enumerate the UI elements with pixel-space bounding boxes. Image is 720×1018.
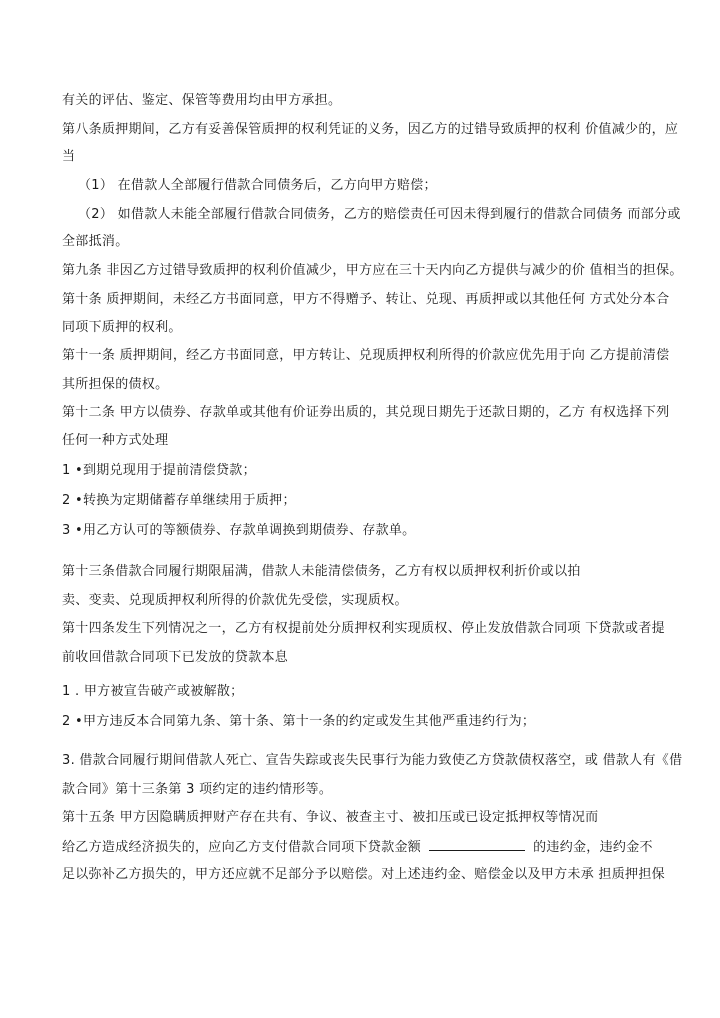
text-line: 卖、变卖、兑现质押权利所得的价款优先受偿，实现质权。: [62, 593, 408, 608]
text-segment: 给乙方造成经济损失的，应向乙方支付借款合同项下贷款金额: [62, 840, 422, 855]
text-line: 任何一种方式处理: [62, 433, 169, 448]
fill-in-blank: [429, 838, 525, 851]
list-item: 2 •转换为定期储蓄存单继续用于质押；: [62, 493, 296, 508]
list-item: 3 •用乙方认可的等额债券、存款单调换到期债券、存款单。: [62, 523, 416, 538]
text-line: 有关的评估、鉴定、保管等费用均由甲方承担。: [62, 93, 342, 108]
text-line: 全部抵消。: [62, 234, 129, 249]
text-line: 同项下质押的权利。: [62, 320, 182, 335]
list-item: 1 . 甲方被宣告破产或被解散；: [62, 684, 244, 699]
text-line: 第十三条借款合同履行期限届满，借款人未能清偿债务，乙方有权以质押权利折价或以拍: [62, 564, 581, 579]
list-item: 2 •甲方违反本合同第九条、第十条、第十一条的约定或发生其他严重违约行为；: [62, 714, 536, 729]
text-line: 第十一条 质押期间，经乙方书面同意，甲方转让、兑现质押权利所得的价款应优先用于向 乙方提前清偿: [62, 348, 670, 363]
text-line: 第十条 质押期间，未经乙方书面同意，甲方不得赠予、转让、兑现、再质押或以其他任何 方式处分本合: [62, 292, 670, 307]
text-line: 第十五条 甲方因隐瞒质押财产存在共有、争议、被查主寸、被扣压或已设定抵押权等情况而: [62, 810, 599, 825]
text-segment: 的违约金，违约金不: [533, 840, 653, 855]
text-line: 前收回借款合同项下已发放的贷款本息: [62, 650, 289, 665]
text-line: 其所担保的债权。: [62, 377, 169, 392]
text-line: [62, 838, 653, 857]
text-line: 3. 借款合同履行期间借款人死亡、宣告失踪或丧失民事行为能力致使乙方贷款债权落空，或 借款人有《借: [62, 753, 683, 768]
text-line: 款合同》第十三条第 3 项约定的违约情形等。: [62, 782, 333, 797]
text-line: 第九条 非因乙方过错导致质押的权利价值减少，甲方应在三十天内向乙方提供与减少的价 值相当的担保。: [62, 263, 683, 278]
text-line: 足以弥补乙方损失的，甲方还应就不足部分予以赔偿。对上述违约金、赔偿金以及甲方未承 担质押担保: [62, 867, 665, 882]
text-line: 当: [62, 149, 76, 164]
text-line: （1） 在借款人全部履行借款合同债务后，乙方向甲方赔偿；: [78, 178, 437, 193]
list-item: 1 •到期兑现用于提前清偿贷款；: [62, 463, 256, 478]
text-line: 第八条质押期间，乙方有妥善保管质押的权利凭证的义务，因乙方的过错导致质押的权利 价值减少的，应: [62, 122, 679, 137]
text-line: 第十二条 甲方以债券、存款单或其他有价证券出质的，其兑现日期先于还款日期的，乙方 有权选择下列: [62, 405, 670, 420]
text-line: 第十四条发生下列情况之一，乙方有权提前处分质押权利实现质权、停止发放借款合同项 下贷款或者提: [62, 621, 665, 636]
text-line: （2） 如借款人未能全部履行借款合同债务，乙方的赔偿责任可因未得到履行的借款合同债务 而部分或: [78, 207, 681, 222]
